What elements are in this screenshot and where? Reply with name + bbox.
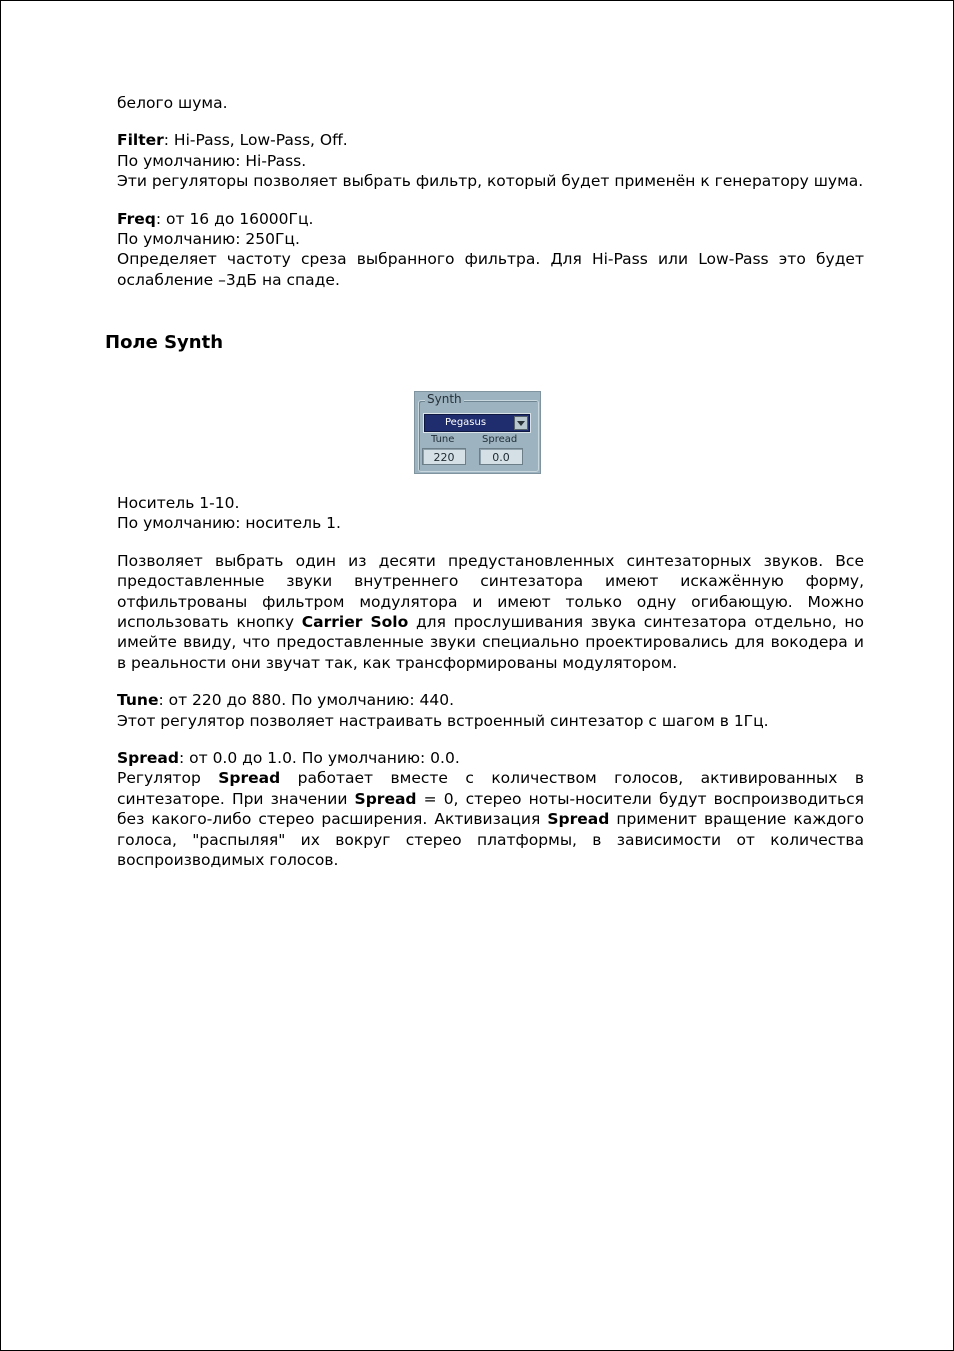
chevron-down-icon[interactable] <box>514 416 528 430</box>
filter-param <box>117 130 864 191</box>
spread-term-2: Spread <box>354 789 417 808</box>
spread-desc-4: применит вращение каждого голоса, "распыляя" их вокруг стерео платформы, в зависимости от количества воспроизводимых голосов. <box>117 810 865 870</box>
section-title: Поле Synth <box>105 332 224 353</box>
filter-name: Filter <box>117 131 164 150</box>
carrier-description <box>117 551 864 673</box>
spread-description <box>117 768 864 870</box>
carrier-desc-part1: Позволяет выбрать один из десяти предустановленных синтезаторных звуков. Все предоставленные звуки внутреннего синтезатора имеют искажённую форму, отфильтрованы фильтром модулятора и имеют только одну огибающую. Можно использовать кнопку <box>117 551 864 632</box>
tune-description: Этот регулятор позволяет настраивать встроенный синтезатор с шагом в 1Гц. <box>117 711 769 730</box>
carrier-default: По умолчанию: носитель 1. <box>117 514 341 533</box>
freq-name: Freq <box>117 209 156 228</box>
synth-legend: Synth <box>427 392 462 406</box>
synth-panel <box>414 391 541 474</box>
tune-range: : от 220 до 880. По умолчанию: 440. <box>158 691 455 710</box>
filter-default: По умолчанию: Hi-Pass. <box>117 151 307 170</box>
tune-param <box>117 690 864 731</box>
spread-label: Spread <box>482 434 518 445</box>
freq-range-line <box>117 209 864 229</box>
spread-term-3: Spread <box>547 810 610 829</box>
tune-value-field[interactable]: 220 <box>422 448 466 465</box>
carrier-preset-dropdown[interactable] <box>424 414 530 432</box>
carrier-solo-term: Carrier Solo <box>301 613 409 632</box>
spread-desc-2: работает вместе с количеством голосов, активированных в синтезаторе. При значении <box>117 769 864 808</box>
filter-options: : Hi-Pass, Low-Pass, Off. <box>163 131 348 150</box>
intro-text: белого шума. <box>117 94 228 112</box>
freq-param <box>117 209 864 291</box>
carrier-preset-value: Pegasus <box>445 417 487 428</box>
spread-range-line <box>117 748 864 768</box>
noise-section <box>117 93 864 307</box>
spread-value-field[interactable]: 0.0 <box>479 448 523 465</box>
freq-description: Определяет частоту среза выбранного фильтра. Для Hi-Pass или Low-Pass это будет ослабление –3дБ на спаде. <box>117 250 864 289</box>
tune-range-line <box>117 690 864 710</box>
spread-param <box>117 748 864 870</box>
spread-term-1: Spread <box>218 769 281 788</box>
spread-range: : от 0.0 до 1.0. По умолчанию: 0.0. <box>178 749 460 768</box>
carrier-param <box>117 493 864 534</box>
freq-range: : от 16 до 16000Гц. <box>155 209 314 228</box>
spread-desc-1: Регулятор <box>117 769 219 788</box>
carrier-desc-part2: для прослушивания звука синтезатора отдельно, но имейте ввиду, что предоставленные звуки специально проектировались для вокодера и в реальности они звучат так, как трансформированы модулятором. <box>117 613 864 672</box>
synth-section <box>117 493 864 888</box>
spread-desc-3: = 0, стерео ноты-носители будут воспроизводиться без какого-либо стерео расширения. Активизация <box>117 789 865 829</box>
carrier-range: Носитель 1-10. <box>117 494 240 512</box>
filter-options-line <box>117 130 864 150</box>
freq-default: По умолчанию: 250Гц. <box>117 230 300 249</box>
filter-description: Эти регуляторы позволяет выбрать фильтр, который будет применён к генератору шума. <box>117 172 864 191</box>
spread-name: Spread <box>117 749 179 768</box>
tune-label: Tune <box>431 434 455 445</box>
tune-name: Tune <box>117 691 159 710</box>
